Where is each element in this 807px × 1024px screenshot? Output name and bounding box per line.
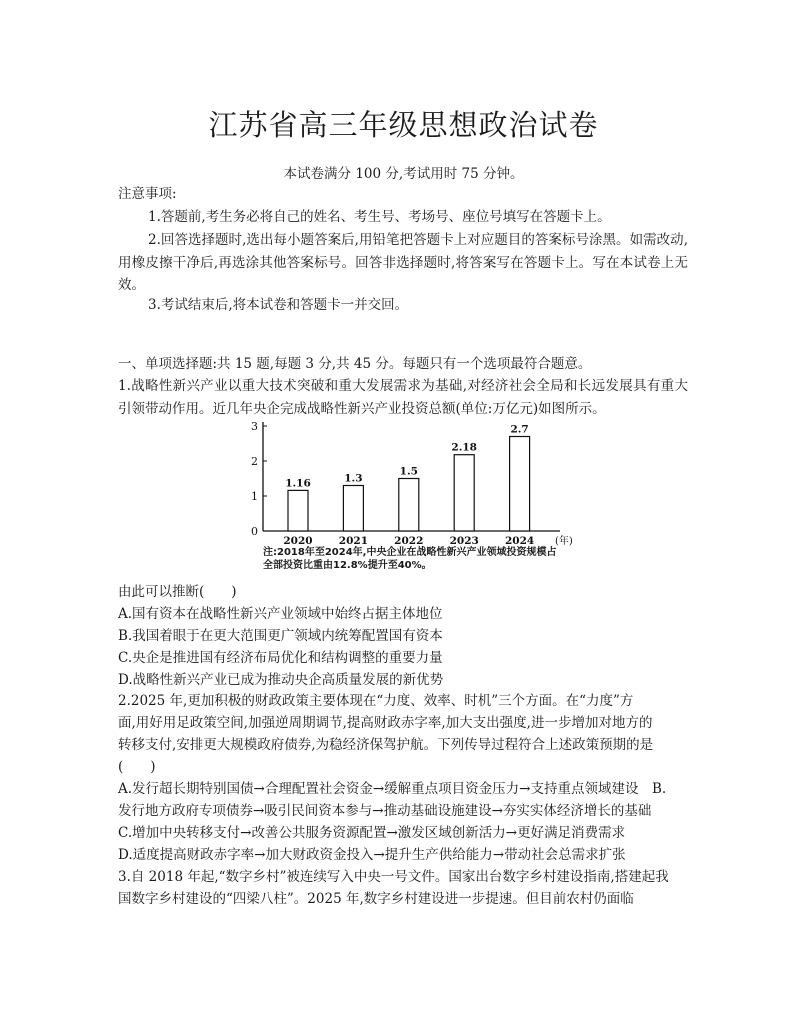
x-tick-label: 2020 bbox=[283, 535, 313, 547]
notice-item-1 bbox=[118, 206, 688, 229]
section-heading: 一、单项选择题:共 15 题,每题 3 分,共 45 分。每题只有一个选项最符合题意。 bbox=[118, 356, 592, 372]
exam-info: 本试卷满分 100 分,考试用时 75 分钟。 bbox=[283, 166, 524, 182]
bar-chart-svg bbox=[245, 418, 575, 548]
x-tick-label: 2021 bbox=[338, 535, 369, 547]
bar-2022 bbox=[399, 479, 419, 532]
y-tick-label: 3 bbox=[251, 420, 258, 433]
notice-heading: 注意事项: bbox=[118, 186, 177, 202]
bar-value-label: 1.3 bbox=[344, 472, 363, 485]
bar-2024 bbox=[510, 437, 530, 532]
notice-item-3 bbox=[118, 294, 688, 317]
question-1-option-a: A.国有资本在战略性新兴产业领域中始终占据主体地位 bbox=[118, 606, 443, 622]
notice-item-2-text: 2.回答选择题时,选出每小题答案后,用铅笔把答题卡上对应题目的答案标号涂黑。如需改动,用橡皮擦干净后,再选涂其他答案标号。回答非选择题时,将答案写在答题卡上。写在本试卷上无效。 bbox=[118, 232, 688, 293]
y-tick-label: 0 bbox=[251, 525, 258, 538]
x-tick-label: 2024 bbox=[504, 535, 535, 547]
bar-2023 bbox=[454, 455, 474, 531]
bar-2020 bbox=[288, 490, 308, 531]
question-3-line-1: 3.自 2018 年起,“数字乡村”被连续写入中央一号文件。国家出台数字乡村建设指南,搭建起我 bbox=[118, 869, 669, 885]
x-axis-unit: (年) bbox=[555, 536, 573, 547]
question-1-prompt: 由此可以推断( ) bbox=[118, 584, 237, 600]
x-tick-label: 2023 bbox=[449, 535, 479, 547]
bar-value-label: 2.7 bbox=[510, 423, 529, 436]
notice-item-2 bbox=[118, 229, 688, 297]
y-tick-label: 1 bbox=[251, 490, 258, 503]
bar-value-label: 1.16 bbox=[285, 477, 311, 490]
page-title: 江苏省高三年级思想政治试卷 bbox=[208, 108, 599, 142]
question-2-line-1: 2.2025 年,更加积极的财政政策主要体现在“力度、效率、时机”三个方面。在“力度”方 bbox=[118, 693, 634, 709]
question-2-option-c: C.增加中央转移支付→改善公共服务资源配置→激发区域创新活力→更好满足消费需求 bbox=[118, 825, 626, 841]
question-1-option-c: C.央企是推进国有经济布局优化和结构调整的重要力量 bbox=[118, 650, 443, 666]
question-2-line-3: 转移支付,安排更大规模政府债券,为稳经济保驾护航。下列传导过程符合上述政策预期的是 bbox=[118, 737, 654, 753]
question-1-stem: 1.战略性新兴产业以重大技术突破和重大发展需求为基础,对经济社会全局和长远发展具有重大引领带动作用。近几年央企完成战略性新兴产业投资总额(单位:万亿元)如图所示。 bbox=[118, 378, 688, 417]
question-2-option-d: D.适度提高财政赤字率→加大财政资金投入→提升生产供给能力→带动社会总需求扩张 bbox=[118, 847, 626, 863]
y-tick-label: 2 bbox=[251, 455, 258, 468]
question-2-option-b: 发行地方政府专项债券→吸引民间资本参与→推动基础设施建设→夯实实体经济增长的基础 bbox=[118, 803, 652, 819]
x-tick-label: 2022 bbox=[394, 535, 424, 547]
question-1-option-d: D.战略性新兴产业已成为推动央企高质量发展的新优势 bbox=[118, 672, 444, 688]
notice-item-3-text: 3.考试结束后,将本试卷和答题卡一并交回。 bbox=[148, 297, 409, 313]
bar-value-label: 1.5 bbox=[399, 465, 418, 478]
bar-value-label: 2.18 bbox=[451, 441, 477, 454]
question-2-line-4: ( ) bbox=[118, 759, 156, 775]
question-2-option-a: A.发行超长期特别国债→合理配置社会资金→缓解重点项目资金压力→支持重点领域建设 B. bbox=[118, 781, 667, 797]
question-2-line-2: 面,用好用足政策空间,加强逆周期调节,提高财政赤字率,加大支出强度,进一步增加对地方的 bbox=[118, 715, 653, 731]
question-3-line-2: 国数字乡村建设的“四梁八柱”。2025 年,数字乡村建设进一步提速。但目前农村仍面临 bbox=[118, 891, 634, 907]
question-1-option-b: B.我国着眼于在更大范围更广领域内统筹配置国有资本 bbox=[118, 628, 443, 644]
bar-2021 bbox=[343, 486, 363, 532]
notice-item-1-text: 1.答题前,考生务必将自己的姓名、考生号、考场号、座位号填写在答题卡上。 bbox=[148, 209, 611, 225]
chart-note: 注:2018年至2024年,中央企业在战略性新兴产业领域投资规模占全部投资比重由12.8%提升至40%。 bbox=[263, 547, 557, 571]
